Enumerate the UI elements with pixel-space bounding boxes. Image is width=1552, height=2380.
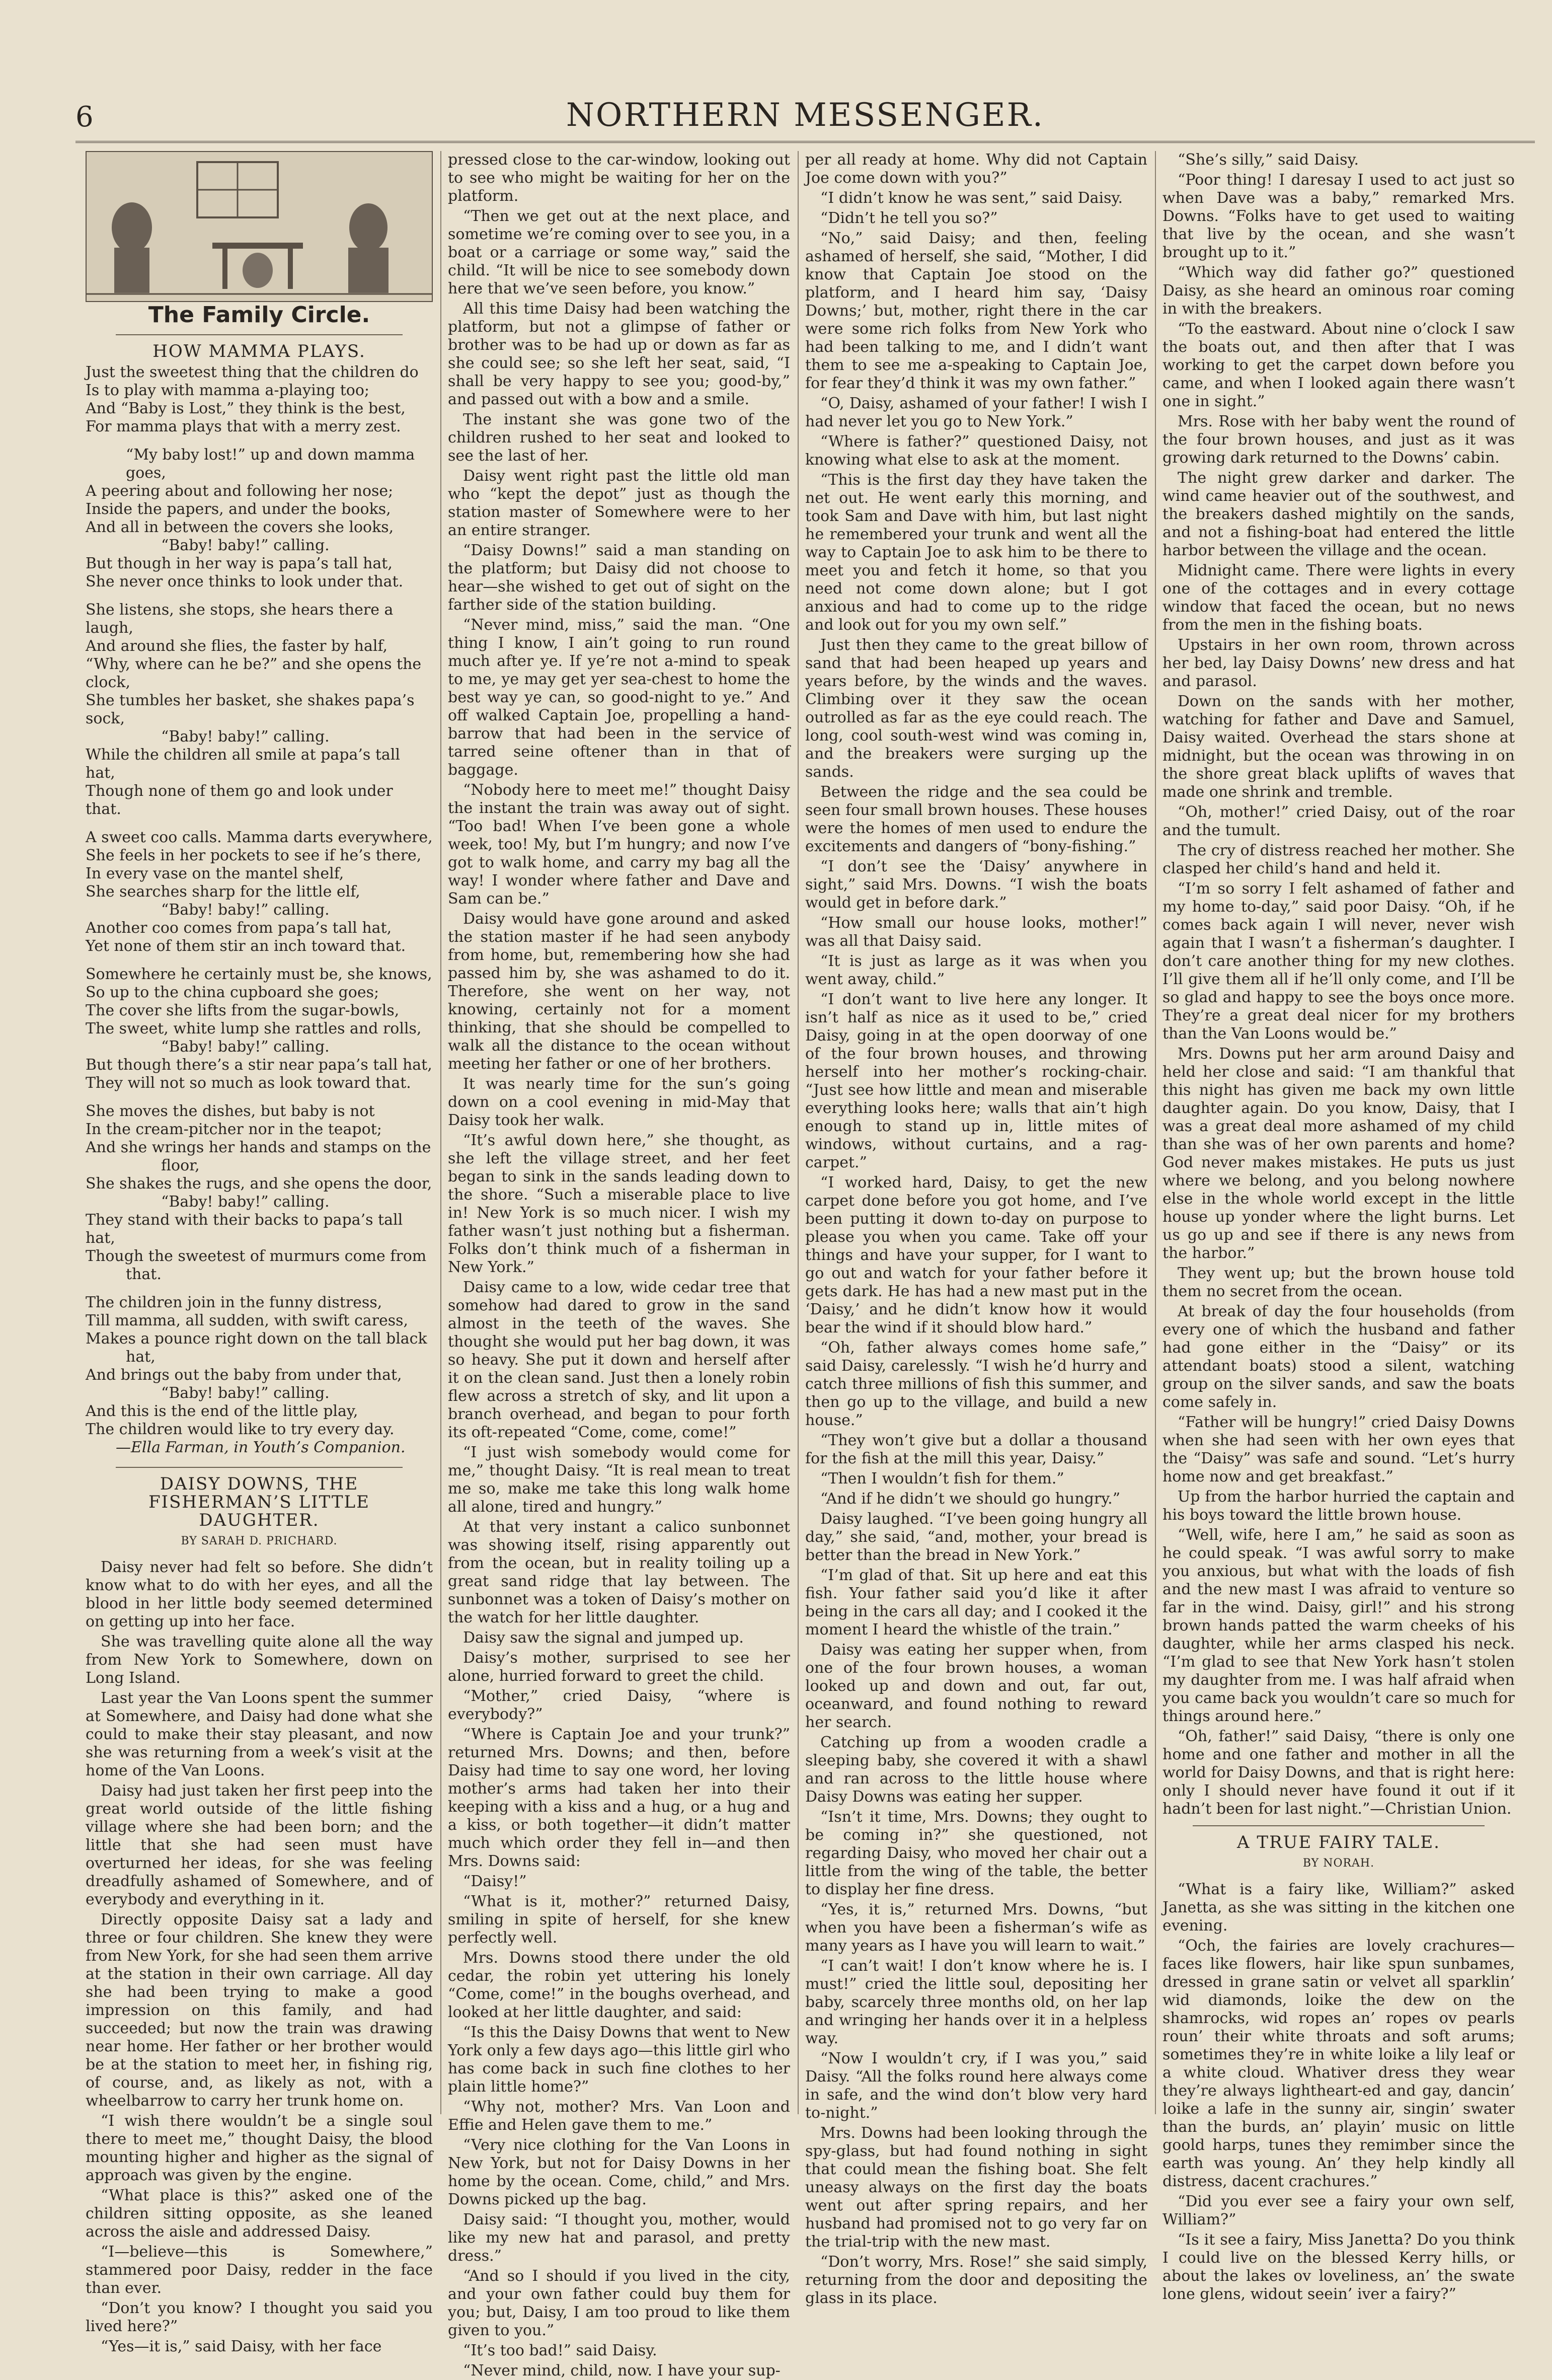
poem-line: Makes a pounce right down on the tall black (86, 1330, 427, 1348)
paragraph: “I just wish somebody would come for me,” thought Daisy. “It is real mean to treat me so, make me take this long walk home all alone, tired and hungry.” (448, 1444, 790, 1516)
paragraph: “I—believe—this is Somewhere,” stammered poor Daisy, redder in the face than ever. (86, 2243, 433, 2297)
poem-line: Somewhere he certainly must be, she knows, (86, 965, 432, 983)
paragraph: “What place is this?” asked one of the children sitting opposite, as she leaned across the aisle and addressed Daisy. (86, 2187, 433, 2241)
poem-title: HOW MAMMA PLAYS. (152, 341, 366, 361)
paragraph: “Daisy Downs!” said a man standing on the platform; but Daisy did not choose to hear—she wished to get out of sight on the farther side of the station building. (448, 542, 790, 614)
story-byline: BY SARAH D. PRICHARD. (181, 1535, 338, 1547)
paragraph: Mrs. Downs stood there under the old cedar, the robin yet uttering his lonely “Come, come!” in the boughs overhead, and looked at her little daughter, and said: (448, 1949, 790, 2021)
poem-line: She listens, she stops, she hears there a laugh, (86, 601, 394, 637)
paragraph: “Very nice clothing for the Van Loons in New York, but not for Daisy Downs in her home by the ocean. Come, child,” and Mrs. Downs picked up the bag. (448, 2136, 790, 2208)
engraving-illustration (87, 152, 432, 301)
paragraph: Up from the harbor hurried the captain and his boys toward the little brown house. (1162, 1488, 1515, 1524)
paragraph: “Yes, it is,” returned Mrs. Downs, “but when you have been a fisherman’s wife as many years as I have you will learn to wait.” (805, 1901, 1147, 1955)
paragraph: “Yes—it is,” said Daisy, with her face (101, 2338, 382, 2355)
poem-line: “Baby! baby!” calling. (161, 1038, 330, 1056)
divider (116, 334, 403, 335)
poem-line: The cover she lifts from the sugar-bowls, (86, 1002, 400, 1019)
paragraph: “Mother,” cried Daisy, “where is everybody?” (448, 1687, 790, 1723)
poem-line: And “Baby is Lost,” they think is the best, (86, 400, 406, 417)
poem-line: Though none of them go and look under that. (86, 782, 393, 818)
poem-line: And around she flies, the faster by half, (86, 637, 388, 655)
divider (1193, 1825, 1485, 1826)
poem-line: And all in between the covers she looks, (86, 518, 394, 536)
paragraph: “Oh, father!” said Daisy, “there is only one home and one father and mother in all the world for Daisy Downs, and that is right here: only I should never have found it out if it hadn’t been for last night.”—Christian Union. (1162, 1728, 1515, 1818)
paragraph: “Didn’t he tell you so?” (820, 209, 998, 227)
poem-line: “Baby! baby!” calling. (161, 1384, 330, 1402)
poem-line: But though in her way is papa’s tall hat, (86, 555, 393, 572)
poem-stanza (86, 965, 433, 1092)
column-divider (798, 151, 799, 2114)
paragraph: pressed close to the car-window, looking out to see who might be waiting for her on the platform. (448, 151, 790, 205)
paragraph: per all ready at home. Why did not Captain Joe come down with you?” (805, 151, 1147, 187)
poem-line: Though the sweetest of murmurs come from (86, 1247, 427, 1265)
paragraph: “Don’t worry, Mrs. Rose!” she said simply, returning from the door and depositing the glass in its place. (805, 2253, 1147, 2307)
poem-line: “Why, where can he be?” and she opens the clock, (86, 655, 422, 691)
column-divider (440, 151, 441, 2114)
poem-line: Is to play with mamma a-playing too; (86, 382, 370, 399)
poem-line: She moves the dishes, but baby is not (86, 1102, 375, 1120)
paragraph: “I’m glad of that. Sit up here and eat this fish. Your father said you’d like it after being in the cars all day; and I cooked it the moment I heard the whistle of the train.” (805, 1567, 1147, 1639)
poem-line: hat, (126, 1348, 156, 1366)
column-2 (448, 151, 790, 2379)
paragraph: “Father will be hungry!” cried Daisy Downs when she had seen with her own eyes that the “Daisy” was safe and sound. “Let’s hurry home now and get breakfast.” (1162, 1414, 1515, 1485)
poem-line: For mamma plays that with a merry zest. (86, 418, 401, 435)
poem-line: And brings out the baby from under that, (86, 1366, 402, 1384)
paragraph: “It is just as large as it was when you went away, child.” (805, 952, 1147, 988)
paragraph: Daisy’s mother, surprised to see her alone, hurried forward to greet the child. (448, 1649, 790, 1685)
poem-line: “Baby! baby!” calling. (161, 728, 330, 746)
poem-line: In the cream-pitcher nor in the teapot; (86, 1121, 382, 1138)
paragraph: She was travelling quite alone all the way from New York to Somewhere, down on Long Island. (86, 1633, 433, 1687)
paragraph: “Is it see a fairy, Miss Janetta? Do you think I could live on the blessed Kerry hills, or about the lakes ov loveliness, an’ the swate lone glens, widout seein’ iver a fairy?” (1162, 2231, 1515, 2303)
poem-line: She feels in her pockets to see if he’s there, (86, 847, 422, 864)
paragraph: “Which way did father go?” questioned Daisy, as she heard an ominous roar coming in with the breakers. (1162, 264, 1515, 318)
paragraph: “I can’t wait! I don’t know where he is. I must!” cried the little soul, depositing her baby, scarcely three months old, on her lap and wringing her hands over it in a helpless way. (805, 1957, 1147, 2047)
poem-line: She tumbles her basket, she shakes papa’s sock, (86, 692, 415, 727)
paragraph: The cry of distress reached her mother. She clasped her child’s hand and held it. (1162, 842, 1515, 877)
header-rule (75, 141, 1535, 143)
poem-line: A sweet coo calls. Mamma darts everywhere, (86, 829, 433, 846)
poem-line: Yet none of them stir an inch toward that. (86, 937, 406, 955)
paragraph: The night grew darker and darker. The wind came heavier out of the southwest, and the breakers dashed mightily on the sands, and not a fishing-boat had entered the little harbor between the village and the ocean. (1162, 469, 1515, 559)
paragraph: At break of day the four households (from every one of which the husband and father had gone either in the “Daisy” or its attendant boats) stood a silent, watching group on the silver sands, and saw the boats come safely in. (1162, 1303, 1515, 1411)
paragraph: “It’s awful down here,” she thought, as she left the village street, and her feet began to sink in the sands leading down to the shore. “Such a miserable place to live in! New York is so much nicer. I wish my father wasn’t just nothing but a fisherman. Folks don’t think much of a fisherman in New York.” (448, 1132, 790, 1276)
paragraph: “Nobody here to meet me!” thought Daisy the instant the train was away out of sight. “Too bad! When I’ve been gone a whole week, too! My, but I’m hungry; and now I’ve got to walk home, and carry my bag all the way! I wonder where father and Dave and Sam can be.” (448, 781, 790, 908)
paragraph: “Oh, mother!” cried Daisy, out of the roar and the tumult. (1162, 803, 1515, 839)
paragraph: “Then we get out at the next place, and sometime we’re coming over to see you, in a boat or a carriage or some way,” said the child. “It will be nice to see somebody down here that we’ve seen before, you know.” (448, 207, 790, 298)
poem-line: that. (126, 1266, 162, 1283)
paragraph: All this time Daisy had been watching the platform, but not a glimpse of father or brother was to be had up or down as far as she could see; so she left her seat, said, “I shall be very happy to see you; good-by,” and passed out with a bow and a smile. (448, 300, 790, 408)
paragraph: Catching up from a wooden cradle a sleeping baby, she covered it with a shawl and ran across to the little house where Daisy Downs was eating her supper. (805, 1734, 1147, 1806)
paragraph: “I didn’t know he was sent,” said Daisy. (820, 189, 1123, 207)
paragraph: “She’s silly,” said Daisy. (1178, 151, 1359, 169)
poem-line: Another coo comes from papa’s tall hat, (86, 919, 392, 937)
paragraph: “Now I wouldn’t cry, if I was you,” said Daisy. “All the folks round here always come in safe, and the wind don’t blow very hard to-night.” (805, 2050, 1147, 2122)
paragraph: “I worked hard, Daisy, to get the new carpet done before you got home, and I’ve been putting it down to-day on purpose to please you when you came. Take off your things and have your supper, for I want to go out and watch for your father before it gets dark. He has had a new mast put in the ‘Daisy,’ and he didn’t know how it would bear the wind if it should blow hard.” (805, 1174, 1147, 1336)
poem-stanza (86, 1102, 433, 1284)
paragraph: “I don’t see the ‘Daisy’ anywhere in sight,” said Mrs. Downs. “I wish the boats would get in before dark.” (805, 858, 1147, 912)
fairy-tale-title: A TRUE FAIRY TALE. (1237, 1832, 1440, 1852)
paragraph: “I wish there wouldn’t be a single soul there to meet me,” thought Daisy, the blood mounting higher and higher as the signal of approach was given by the engine. (86, 2112, 433, 2184)
paragraph: “Oh, father always comes home safe,” said Daisy, carelessly. “I wish he’d hurry and catch three millions of fish this summer, and then go up to the village, and build a new house.” (805, 1339, 1147, 1429)
paragraph: “Never mind, child, now. I have your sup- (463, 2362, 781, 2379)
poem-line: The children would like to try every day. (86, 1421, 395, 1438)
paragraph: “Is this the Daisy Downs that went to New York only a few days ago—this little girl who has come back in such fine clothes to her plain little home?” (448, 2024, 790, 2096)
paragraph: Mrs. Downs had been looking through the spy-glass, but had found nothing in sight that could mean the fishing boat. She felt uneasy always on the first day the boats went out after spring repairs, and her husband had promised not to go very far on the trial-trip with the new mast. (805, 2124, 1147, 2251)
paragraph: “Never mind, miss,” said the man. “One thing I know, I ain’t going to run round much after ye. If ye’re not a-mind to speak to me, ye may get yer sea-chest to home the best way ye can, so good-night to ye.” And off walked Captain Joe, propelling a hand-barrow that had been in the service of tarred seine oftener than in that of baggage. (448, 616, 790, 779)
paragraph: Daisy laughed. “I’ve been going hungry all day,” she said, “and, mother, your bread is better than the bread in New York.” (805, 1510, 1147, 1564)
poem-line: And she wrings her hands and stamps on the (86, 1139, 431, 1156)
column-divider (1155, 151, 1156, 2114)
poem-line: So up to the china cupboard she goes; (86, 984, 379, 1001)
page-header (75, 91, 1535, 136)
paragraph: “Isn’t it time, Mrs. Downs; they ought to be coming in?” she questioned, not regarding Daisy, who moved her chair out a little from the wing of the table, the better to display her fine dress. (805, 1808, 1147, 1898)
paragraph: “How small our house looks, mother!” was all that Daisy said. (805, 914, 1147, 950)
poem-line: But though there’s a stir near papa’s tall hat, (86, 1056, 432, 1074)
paragraph: “Och, the fairies are lovely crachures—faces like flowers, hair like spun sunbames, dressed in grane satin or velvet all sparklin’ wid diamonds, loike the dew on the shamrocks, wid ropes an’ ropes ov pearls roun’ their white throats and soft arums; sometimes they’re in white loike a lily leaf or a white cloud. Whativer dress they wear they’re always lightheart-ed and gay, dancin’ loike a lafe in the sunny air, singin’ swater than the burds, an’ playin’ music on little goold harps, tunes they remimber since the earth was young. An’ they help kindly all distress, dacent crachures.” (1162, 1937, 1515, 2190)
paragraph: Last year the Van Loons spent the summer at Somewhere, and Daisy had done what she could to make their stay pleasant, and now she was returning from a week’s visit at the home of the Van Loons. (86, 1689, 433, 1779)
paragraph: “Don’t you know? I thought you said you lived here?” (86, 2299, 433, 2335)
paragraph: Daisy never had felt so before. She didn’t know what to do with her eyes, and all the blood in her little body seemed determined on getting up into her face. (86, 1558, 433, 1630)
paragraph: Mrs. Rose with her baby went the round of the four brown houses, and just as it was growing dark returned to the Downs’ cabin. (1162, 413, 1515, 467)
paragraph: Daisy would have gone around and asked the station master if he had seen anybody from home, but, remembering how she had passed him by, she was ashamed to do it. Therefore, she went on her way, not knowing, certainly not for a moment thinking, that she should be compelled to walk all the distance to the ocean without meeting her father or one of her brothers. (448, 910, 790, 1073)
poem-line: In every vase on the mantel shelf, (86, 865, 344, 882)
paragraph: Daisy saw the signal and jumped up. (463, 1629, 744, 1647)
paragraph: “Daisy!” (463, 1873, 527, 1890)
paragraph: Daisy came to a low, wide cedar tree that somehow had dared to grow in the sand almost in the teeth of the waves. She thought she would put her bag down, it was so heavy. She put it down and herself after it on the clean sand. Just then a lonely robin flew across a stretch of sky, and lit upon a branch overhead, and began to pour forth its oft-repeated “Come, come, come!” (448, 1279, 790, 1441)
paragraph: “What is it, mother?” returned Daisy, smiling in spite of herself, for she knew perfectly well. (448, 1893, 790, 1947)
paragraph: The instant she was gone two of the children rushed to her seat and looked to see the last of her. (448, 411, 790, 465)
poem-line: Just the sweetest thing that the children do (86, 363, 419, 381)
poem-body (86, 363, 433, 1457)
poem-line: And this is the end of the little play, (86, 1402, 358, 1420)
poem-stanza (86, 829, 433, 955)
paragraph: Between the ridge and the sea could be seen four small brown houses. These houses were the homes of men used to endure the excitements and dangers of “bony-fishing.” (805, 783, 1147, 855)
poem-line: She searches sharp for the little elf, (86, 883, 360, 901)
poem-line: The children join in the funny distress, (86, 1294, 382, 1311)
poem-line: She shakes the rugs, and she opens the door, (86, 1175, 432, 1193)
paragraph: “They won’t give but a dollar a thousand for the fish at the mill this year, Daisy.” (805, 1432, 1147, 1467)
poem-line: floor, (161, 1157, 200, 1174)
paragraph: “Well, wife, here I am,” he said as soon as he could speak. “I was awful sorry to make you anxious, but what with the loads of fish and the new mast I was afraid to venture so far in the wind. Daisy, girl!” and his strong brown hands patted the warm cheeks of his daughter, while her arms clasped his neck. “I’m glad to see that New York hasn’t stolen my daughter from me. I was half afraid when you came back you wouldn’t care so much for things around here.” (1162, 1526, 1515, 1725)
family-circle-engraving (86, 151, 433, 302)
paragraph: “What is a fairy like, William?” asked Janetta, as she was sitting in the kitchen one evening. (1162, 1881, 1515, 1935)
paragraph: Midnight came. There were lights in every one of the cottages and in every cottage window that faced the ocean, but no news from the men in the fishing boats. (1162, 562, 1515, 634)
poem-line: She never once thinks to look under that. (86, 573, 404, 590)
paragraph: “And if he didn’t we should go hungry.” (820, 1490, 1121, 1508)
story-column-1 (86, 1558, 433, 2356)
paragraph: They went up; but the brown house told them no secret from the ocean. (1162, 1265, 1515, 1300)
story-title: DAISY DOWNS, THE FISHERMAN’S LITTLE DAUGHTER. (148, 1474, 370, 1530)
paragraph: “Then I wouldn’t fish for them.” (820, 1470, 1064, 1488)
paragraph: Daisy said: “I thought you, mother, would like my new hat and parasol, and pretty dress.” (448, 2211, 790, 2265)
paragraph: It was nearly time for the sun’s going down on a cool evening in mid-May that Daisy took her walk. (448, 1075, 790, 1129)
poem-line: They stand with their backs to papa’s tall hat, (86, 1211, 403, 1247)
paragraph: Daisy was eating her supper when, from one of the four brown houses, a woman looked up and down and out, far out, oceanward, and found nothing to reward her search. (805, 1641, 1147, 1731)
paragraph: “Why not, mother? Mrs. Van Loon and Effie and Helen gave them to me.” (448, 2098, 790, 2134)
column-3 (805, 151, 1147, 2307)
poem-stanza (86, 1294, 433, 1457)
poem-line: “Baby! baby!” calling. (161, 901, 330, 919)
poem-line: “Baby! baby!” calling. (161, 537, 330, 554)
paragraph: “O, Daisy, ashamed of your father! I wish I had never let you go to New York.” (805, 395, 1147, 430)
paragraph: Daisy went right past the little old man who “kept the depot” just as though the station master of Somewhere were to her an entire stranger. (448, 467, 790, 539)
poem-line: Till mamma, all sudden, with swift caress, (86, 1312, 409, 1329)
paragraph: “Where is father?” questioned Daisy, not knowing what else to ask at the moment. (805, 433, 1147, 469)
paragraph: “Poor thing! I daresay I used to act just so when Dave was a baby,” remarked Mrs. Downs. “Folks have to get used to waiting that live by the ocean, and she wasn’t brought up to it.” (1162, 171, 1515, 261)
page-number: 6 (75, 101, 94, 133)
column-1 (86, 151, 433, 2355)
poem-stanza (86, 363, 433, 436)
poem-line: Inside the papers, and under the books, (86, 500, 391, 518)
paragraph: “And so I should if you lived in the city, and your own father could buy them for you; but, Daisy, I am too proud to like them given to you.” (448, 2267, 790, 2339)
poem-line: They will not so much as look toward that. (86, 1074, 411, 1092)
poem-line: “Baby! baby!” calling. (161, 1193, 330, 1211)
paragraph: Mrs. Downs put her arm around Daisy and held her close and said: “I am thankful that this night has given me back my own little daughter again. Do you know, Daisy, that I was a great deal more ashamed of my child than she was of her own parents and home? God never makes mistakes. He puts us just where we belong, and you belong nowhere else in the whole world except in the little house up yonder where the light burns. Let us go up and see if there is any news from the harbor.” (1162, 1045, 1515, 1262)
poem-line: “My baby lost!” up and down mamma goes, (126, 446, 415, 482)
paragraph: “To the eastward. About nine o’clock I saw the boats out, and then after that I was working to get the carpet down before you came, and when I looked again there wasn’t one in sight.” (1162, 320, 1515, 410)
section-title: The Family Circle. (148, 302, 370, 328)
paragraph: Upstairs in her own room, thrown across her bed, lay Daisy Downs’ new dress and hat and parasol. (1162, 636, 1515, 690)
fairy-tale-byline: BY NORAH. (1302, 1857, 1375, 1870)
paragraph: At that very instant a calico sunbonnet was showing itself, rising apparently out from the ocean, but in reality toiling up a great sand ridge that lay between. The sunbonnet was a token of Daisy’s mother on the watch for her little daughter. (448, 1518, 790, 1626)
paragraph: “This is the first day they have taken the net out. He went early this morning, and took Sam and Dave with him, but last night he remembered your trunk and went all the way to Captain Joe to ask him to be there to meet you and fetch it home, so that you need not come down alone; but I got anxious and had to come up to the ridge and look out for you my own self.” (805, 471, 1147, 634)
poem-attribution: —Ella Farman, in Youth’s Companion. (116, 1439, 406, 1456)
masthead: NORTHERN MESSENGER. (566, 97, 1045, 134)
paragraph: “It’s too bad!” said Daisy. (463, 2342, 657, 2359)
poem-line: A peering about and following her nose; (86, 482, 394, 500)
poem-stanza (86, 446, 433, 591)
divider (116, 1467, 403, 1468)
paragraph: Just then they came to the great billow of sand that had been heaped up years and years before, by the winds and the waves. Climbing over it they saw the ocean outrolled as far as the eye could reach. The long, cool south-west wind was coming in, and the breakers were surging up the sands. (805, 636, 1147, 781)
poem-line: The sweet, white lump she rattles and rolls, (86, 1020, 422, 1037)
paragraph: “Did you ever see a fairy your own self, William?” (1162, 2193, 1515, 2228)
paragraph: “I’m so sorry I felt ashamed of father and my home to-day,” said poor Daisy. “Oh, if he comes back again I will never, never wish again that I wasn’t a fisherman’s daughter. I don’t care another thing for my new clothes. I’ll give them all if he’ll only come, and I’ll be so glad and happy to see the boys once more. They’re a great deal nicer for my brothers than the Van Loons would be.” (1162, 880, 1515, 1043)
poem-stanza (86, 601, 433, 819)
paragraph: “No,” said Daisy; and then, feeling ashamed of herself, she said, “Mother, I did know that Captain Joe stood on the platform, and I heard him say, ‘Daisy Downs;’ but, mother, right there in the car were some rich folks from New York who had been talking to me, and I didn’t want them to see me a-speaking to Captain Joe, for fear they’d think it was my own father.” (805, 230, 1147, 392)
poem-line: While the children all smile at papa’s tall hat, (86, 746, 400, 782)
paragraph: “Where is Captain Joe and your trunk?” returned Mrs. Downs; and then, before Daisy had time to say one word, her loving mother’s arms had taken her into their keeping with a kiss and a hug, or a hug and a kiss, or both together—it didn’t matter much which order they fell in—and then Mrs. Downs said: (448, 1726, 790, 1870)
paragraph: Daisy had just taken her first peep into the great world outside of the little fishing village where she had been born; and the little that she had seen must have overturned her ideas, for she was feeling dreadfully ashamed of Somewhere, and of everybody and everything in it. (86, 1782, 433, 1908)
paragraph: “I don’t want to live here any longer. It isn’t half as nice as it used to be,” cried Daisy, going in at the open doorway of one of the four brown houses, and throwing herself into her mother’s rocking-chair. “Just see how little and mean and miserable everything looks here; walls that ain’t high enough to stand up in, little mites of windows, without curtains, and a rag-carpet.” (805, 991, 1147, 1171)
paragraph: Down on the sands with her mother, watching for father and Dave and Samuel, Daisy waited. Overhead the stars shone at midnight, but the ocean was throwing in on the shore great black uplifts of waves that made one shrink and tremble. (1162, 693, 1515, 801)
paragraph: Directly opposite Daisy sat a lady and three or four children. She knew they were from New York, for she had seen them arrive at the station in their own carriage. All day she had been trying to make a good impression on this family, and had succeeded; but now the train was drawing near home. Her father or her brother would be at the station to meet her, in fishing rig, of course, and, as likely as not, with a wheelbarrow to carry her trunk home on. (86, 1911, 433, 2110)
column-4 (1162, 151, 1515, 2303)
